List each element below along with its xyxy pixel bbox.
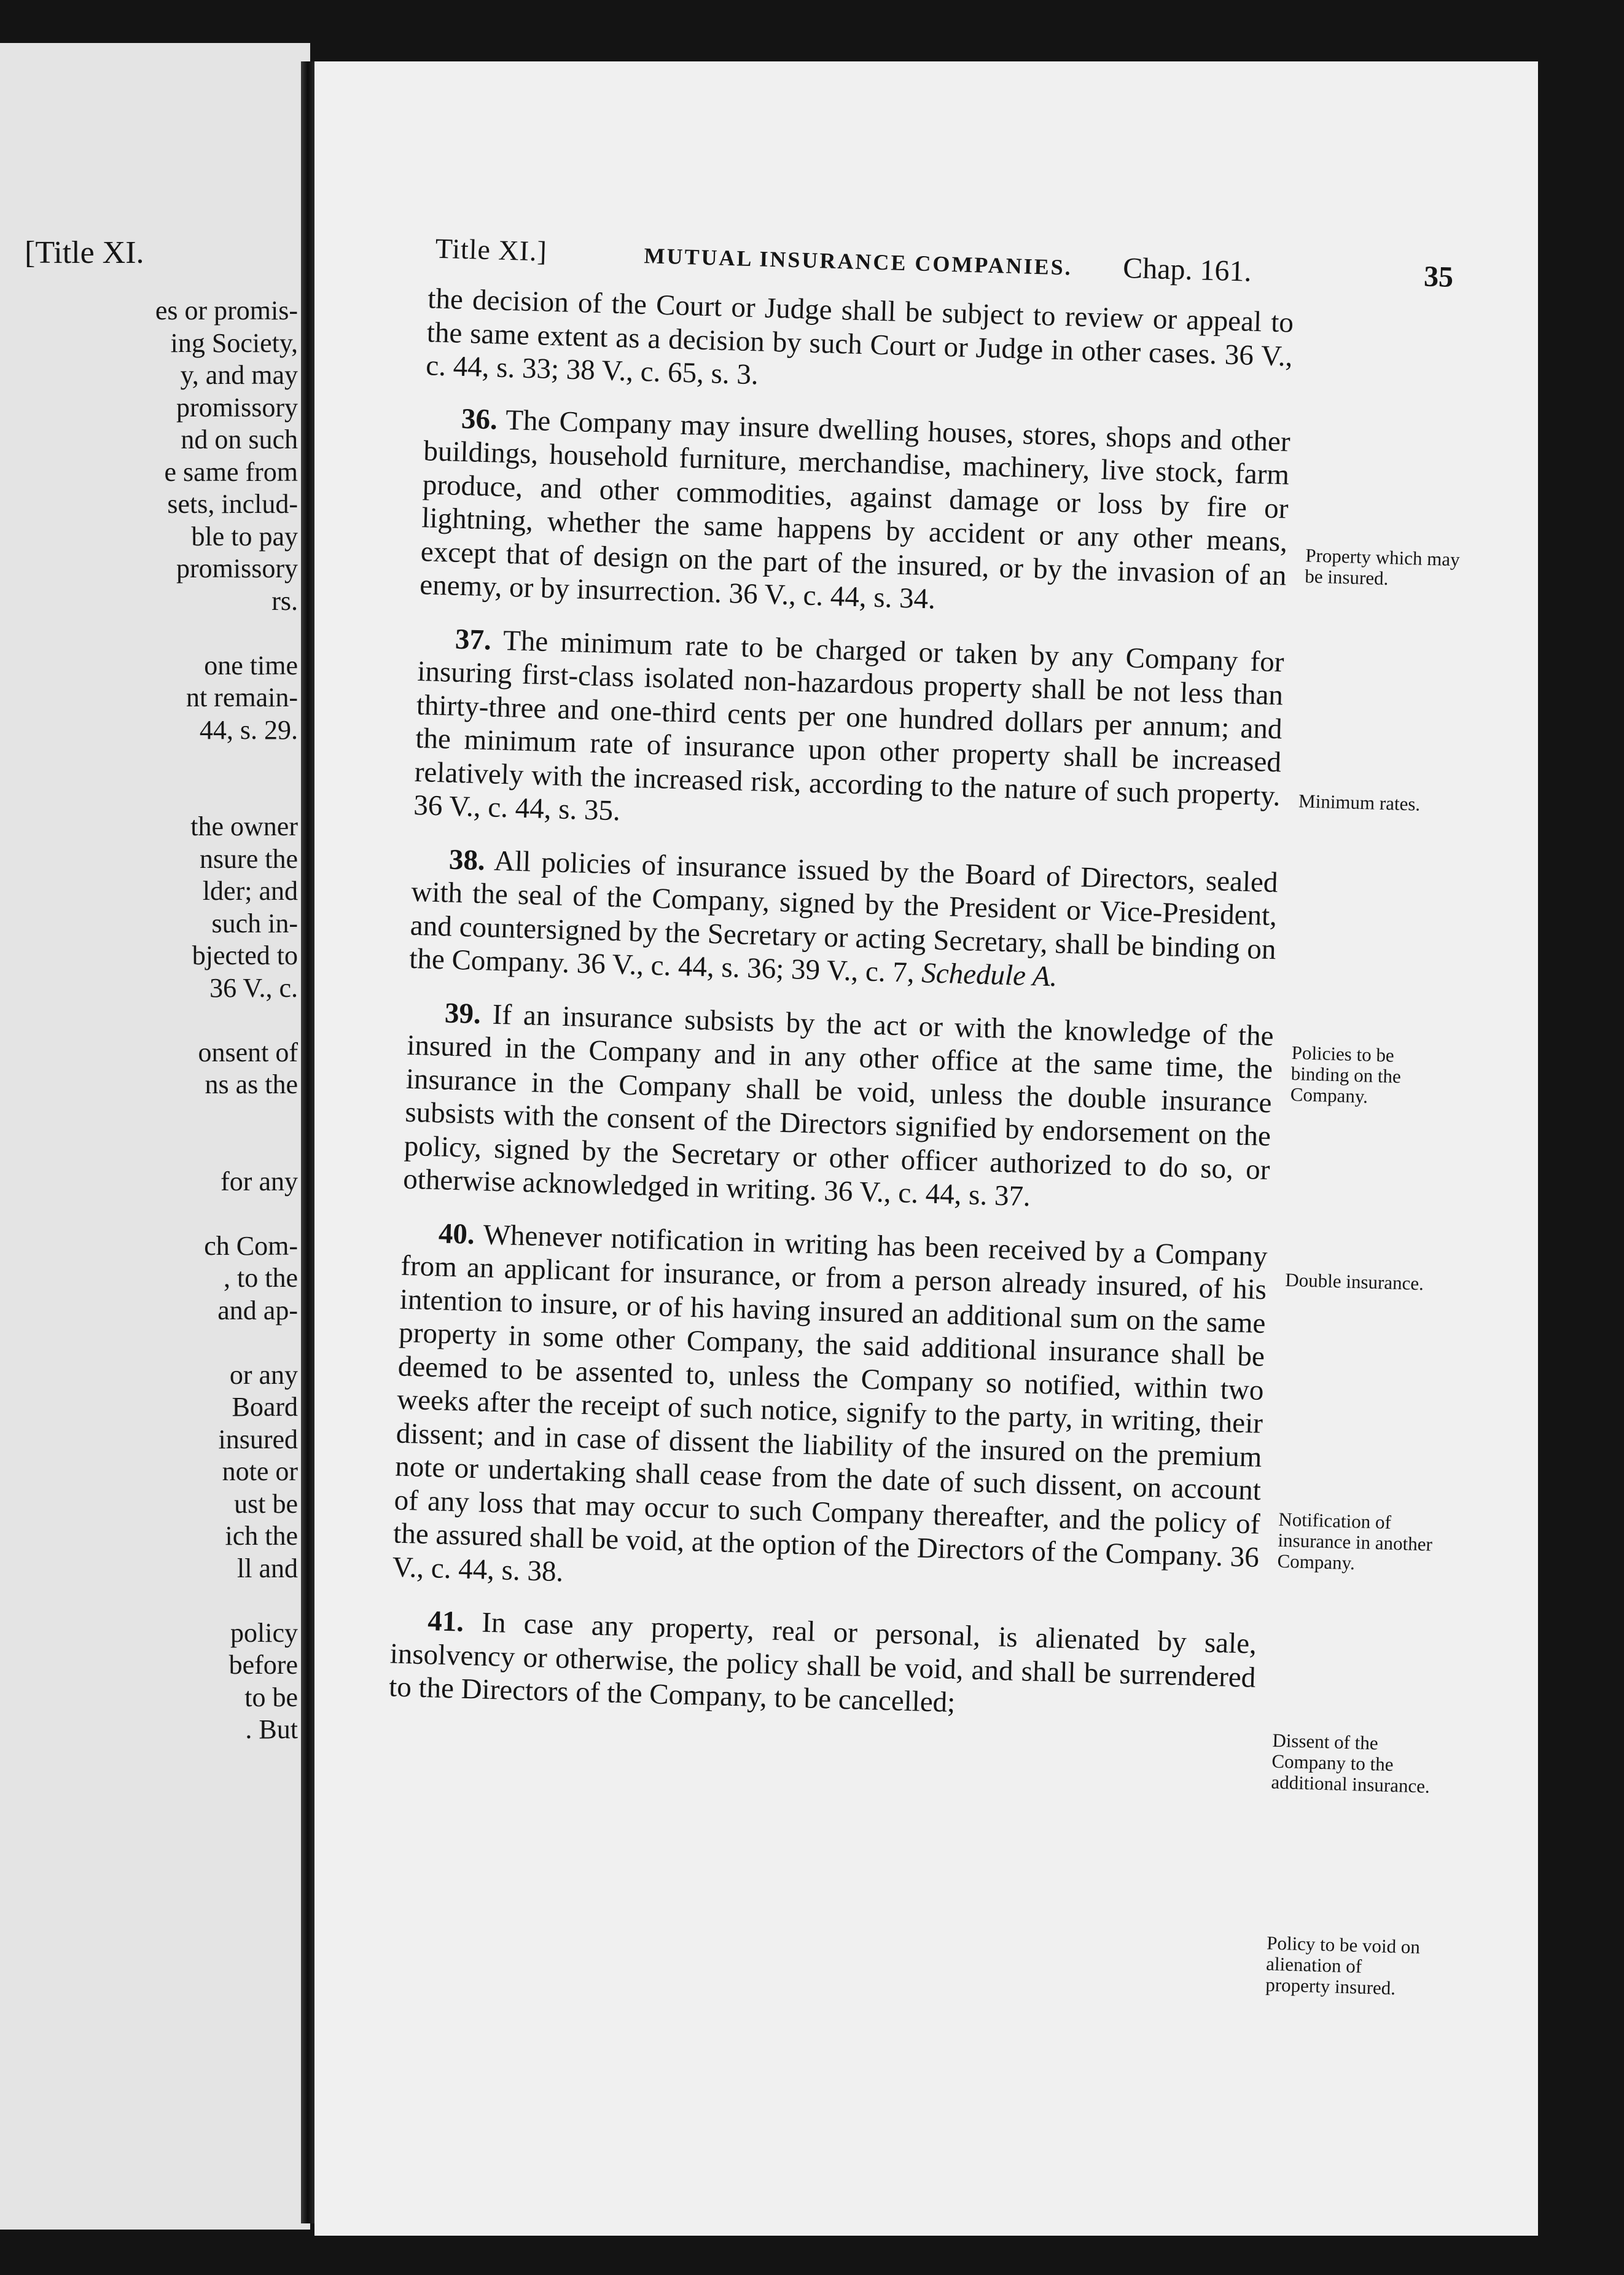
left-page-line: before bbox=[228, 1650, 298, 1680]
section-41 bbox=[389, 1603, 1257, 1728]
page-content bbox=[314, 61, 1538, 2236]
left-page-line: bjected to bbox=[192, 940, 298, 970]
left-page-line: nt remain- bbox=[185, 682, 298, 712]
left-page-line: ust be bbox=[234, 1488, 298, 1519]
left-page-line: es or promis- bbox=[155, 295, 298, 326]
page-number: 35 bbox=[1423, 260, 1454, 294]
sidenote-dissent: Dissent of the Company to the additional insurance. bbox=[1271, 1729, 1431, 1797]
left-page-line: 44, s. 29. bbox=[199, 714, 298, 745]
left-page-line: such in- bbox=[211, 908, 298, 938]
page-gutter bbox=[301, 61, 316, 2223]
left-page-line: ch Com- bbox=[204, 1230, 298, 1261]
left-page-line: e same from bbox=[164, 456, 298, 487]
sidenote-policy-void: Policy to be void on alienation of property insured. bbox=[1265, 1932, 1421, 1999]
left-page-line: onsent of bbox=[198, 1037, 298, 1067]
left-page-line: y, and may bbox=[180, 360, 298, 390]
section-text: Whenever notification in writing has been received by a Company from an applicant for insurance, or from a person already insured, of his intention to insure, or of his having insured an additional sum on the same property in some other Company, the said additional insurance shall be deemed to be assented to, unless the Company so notified, within two weeks after the receipt of such notice, signify to the party, in writing, their dissent; and in case of dissent the liability of the insured on the premium note or undertaking shall cease from the date of such dissent, on account of any loss that may occur to such Company thereafter, and the policy of the assured shall be void, at the option of the Directors of the Company. 36 V., c. 44, s. 38. bbox=[392, 1218, 1268, 1588]
sidenote-double-insurance: Double insurance. bbox=[1284, 1268, 1424, 1295]
left-page-line: to be bbox=[244, 1682, 298, 1712]
left-page-line: policy bbox=[230, 1617, 298, 1648]
section-text: If an insurance subsists by the act or with the knowledge of the insured in the Company and in any other office at the same time, the insurance in the Company shall be void, unless the double insurance subsists with the consent of the Directors signified by endorsement on the policy, signed by the Secretary or other officer authorized to do so, or otherwise acknowledged in writing. 36 V., c. 44, s. 37. bbox=[402, 998, 1275, 1213]
left-page-line: note or bbox=[222, 1456, 298, 1486]
left-page-line: . But bbox=[245, 1714, 298, 1744]
left-page-line: sets, includ- bbox=[167, 489, 298, 519]
left-page-line: ble to pay bbox=[191, 521, 298, 552]
sidenote-policies-binding: Policies to be binding on the Company. bbox=[1290, 1042, 1402, 1107]
left-page-line: ns as the bbox=[205, 1069, 298, 1099]
left-page-line: lder; and bbox=[202, 876, 298, 906]
section-37 bbox=[413, 622, 1285, 846]
left-page-line: promissory bbox=[176, 553, 298, 583]
section-text: All policies of insurance issued by the Board of Directors, sealed with the seal of the Company, signed by the President or Vice-President, and countersigned by the Secretary or acting Secretary, shall be binding on the Company. 36 V., c. 44, s. 36; 39 V., c. 7, bbox=[408, 845, 1279, 989]
sidenote-notification: Notification of insurance in another Company. bbox=[1277, 1508, 1433, 1574]
running-head-subject: MUTUAL INSURANCE COMPANIES. bbox=[644, 243, 1073, 280]
body-column bbox=[389, 282, 1294, 1728]
section-number: 37. bbox=[455, 623, 492, 656]
left-page-line: rs. bbox=[271, 585, 298, 616]
left-page-line: the owner bbox=[190, 811, 298, 841]
section-number: 39. bbox=[444, 997, 482, 1030]
left-page-line: and ap- bbox=[217, 1295, 298, 1325]
section-40 bbox=[392, 1216, 1268, 1608]
left-page-running-head: [Title XI. bbox=[25, 235, 144, 270]
right-page bbox=[314, 61, 1538, 2236]
sidenote-property-insured: Property which may be insured. bbox=[1304, 544, 1461, 590]
section-38 bbox=[409, 841, 1279, 999]
left-page-fragment bbox=[0, 43, 310, 2230]
left-page-line: , to the bbox=[224, 1263, 298, 1293]
section-text-italic: Schedule A. bbox=[921, 957, 1058, 993]
section-number: 36. bbox=[461, 402, 498, 436]
section-number: 41. bbox=[427, 1605, 464, 1638]
left-page-line: or any bbox=[229, 1359, 298, 1390]
left-page-line: promissory bbox=[176, 392, 298, 423]
section-39 bbox=[403, 995, 1275, 1220]
chapter-number: Chap. 161. bbox=[1122, 251, 1252, 288]
left-page-line: for any bbox=[221, 1166, 298, 1196]
section-text: In case any property, real or personal, is alienated by sale, insolvency or otherwise, the policy shall be void, and shall be surrendered to the Directors of the Company, to be cancelled; bbox=[388, 1606, 1257, 1719]
left-page-line: ll and bbox=[237, 1553, 298, 1583]
section-text: The Company may insure dwelling houses, stores, shops and other buildings, household furniture, merchandise, machinery, live stock, farm produce, and other commodities, against damage or loss by fire or lightning, whether the same happens by accident or any other means, except that of design on the part of the insured, or by the invasion of an enemy, or by insurrection. 36 V., c. 44, s. 34. bbox=[419, 404, 1291, 615]
sidenote-minimum-rates: Minimum rates. bbox=[1298, 790, 1421, 815]
left-page-line: insured bbox=[218, 1424, 298, 1454]
section-36 bbox=[420, 401, 1291, 626]
section-text: The minimum rate to be charged or taken by any Company for insuring first-class isolated non-hazardous property shall be not less than thirty-three and one-third cents per one hundred dollars per annum; and the minimum rate of insurance upon other property shall be increased relatively with the increased risk, according to the nature of such property. 36 V., c. 44, s. 35. bbox=[413, 624, 1285, 827]
section-number: 40. bbox=[438, 1217, 475, 1251]
continuation-paragraph: the decision of the Court or Judge shall be subject to review or appeal to the same extent as a decision by such Court or Judge in other cases. 36 V., c. 44, s. 33; 38 V., c. 65, s. 3. bbox=[425, 283, 1294, 391]
left-page-line: nsure the bbox=[199, 843, 298, 874]
left-page-line: 36 V., c. bbox=[209, 972, 298, 1003]
running-head-title: Title XI.] bbox=[435, 232, 548, 267]
left-page-line: nd on such bbox=[181, 424, 298, 455]
left-page-line: ing Society, bbox=[170, 327, 298, 358]
left-page-line: Board bbox=[232, 1392, 298, 1422]
section-number: 38. bbox=[448, 843, 486, 876]
left-page-line: one time bbox=[204, 650, 298, 681]
left-page-line: ich the bbox=[225, 1521, 298, 1551]
